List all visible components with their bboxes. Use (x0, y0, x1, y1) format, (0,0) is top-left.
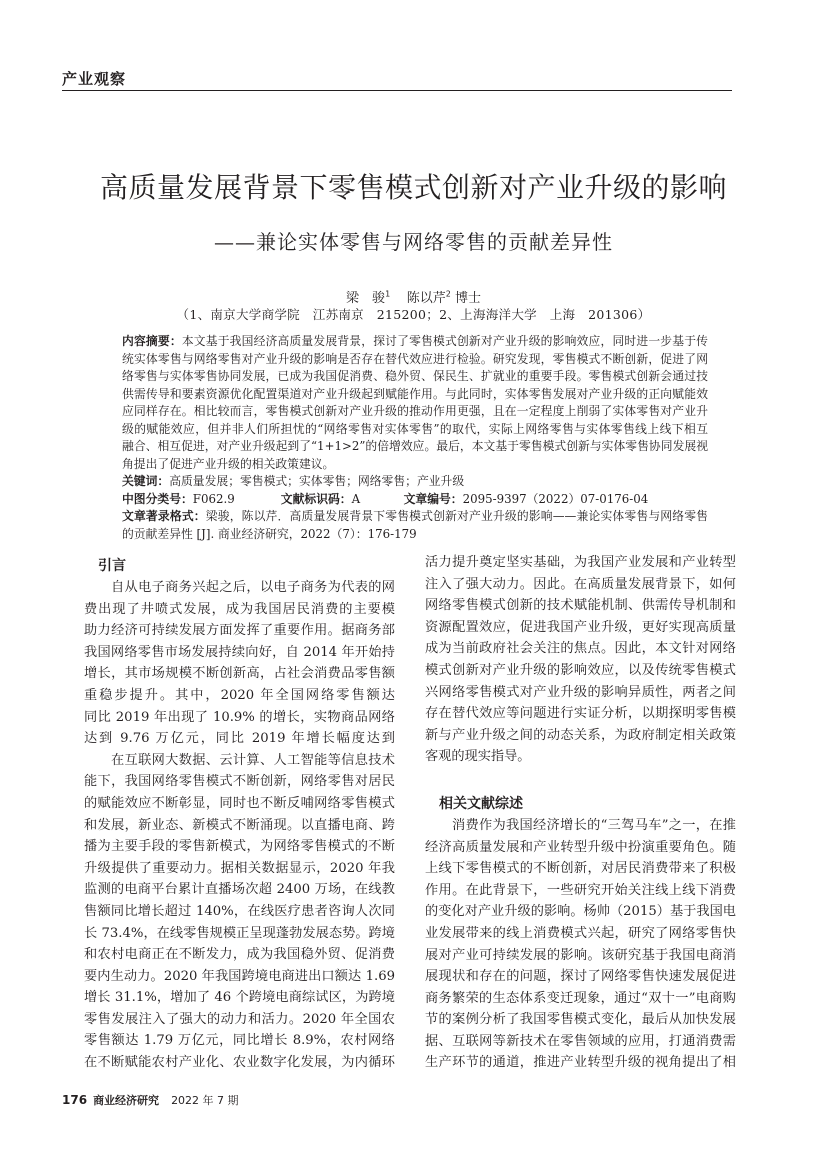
text-line: 上线下零售模式的不断创新，对居民消费带来了积极 (425, 861, 736, 877)
keywords-label: 关键词： (122, 474, 170, 488)
author-degree: 博士 (454, 291, 481, 306)
abstract-line: 统实体零售与网络零售对产业升级的影响是否存在替代效应进行检验。研究发现，零售模式不断创新，促进了网 (122, 351, 708, 366)
paragraph (84, 577, 395, 750)
abstract-line: 融合、相互促进，对产业升级起到了“1+1>2”的倍增效应。最后，本文基于零售模式创新与实体零售协同发展视 (122, 439, 708, 453)
doc-code-label: 文献标识码： (280, 491, 352, 506)
clc-label: 中图分类号： (122, 491, 193, 506)
text-line: 展对产业可持续发展的影响。该研究基于我国电商消 (425, 947, 736, 963)
text-line: 和发展，新业态、新模式不断涌现。以直播电商、跨 (84, 817, 395, 833)
text-line: 和农村电商正在不断发力，成为我国稳外贸、促消费 (84, 947, 395, 963)
left-column (84, 555, 395, 1074)
section-tag: 产业观察 (62, 70, 127, 88)
text-line: 商务繁荣的生态体系变迁现象，通过“双十一”电商购 (425, 990, 736, 1006)
text-line: 兴网络零售模式对产业升级的影响异质性，两者之间 (425, 684, 736, 700)
abstract-line: 角提出了促进产业升级的相关政策建议。 (122, 456, 335, 471)
abstract-line: 供需传导和要素资源优化配置渠道对产业升级起到赋能作用。与此同时，实体零售发展对产业升级的正向赋能效 (122, 386, 708, 401)
text-line: 自从电子商务兴起之后，以电子商务为代表的网 (111, 580, 395, 595)
citation (122, 508, 708, 526)
text-line: 在互联网大数据、云计算、人工智能等信息技术 (111, 752, 395, 768)
keywords-value: 高质量发展；零售模式；实体零售；网络零售；产业升级 (169, 474, 465, 488)
affiliation: （1、南京大学商学院 江苏南京 215200；2、上海海洋大学 上海 201306） (176, 307, 651, 322)
text-line: 同比 2019 年出现了 10.9% 的增长，实物商品网络 (84, 709, 395, 725)
section-gap (425, 768, 736, 793)
text-line: 存在替代效应等问题进行实证分析，以期探明零售模 (425, 706, 736, 722)
doc-code-value: A (351, 491, 361, 506)
page-footer (62, 1092, 239, 1108)
citation-line: 的贡献差异性 [J]. 商业经济研究，2022（7）：176-179 (122, 526, 417, 541)
header-rule (62, 90, 732, 91)
section-heading-literature-review: 相关文献综述 (439, 795, 523, 812)
text-line: 达到 9.76 万亿元，同比 2019 年增长幅度达到 (84, 731, 395, 747)
text-line: 增长，其市场规模不断创新高，占社会消费品零售额 (84, 666, 395, 682)
text-line: 在不断赋能农村产业化、农业数字化发展，为内循环 (84, 1055, 395, 1071)
article-title: 高质量发展背景下零售模式创新对产业升级的影响 (99, 171, 727, 204)
citation-label: 文章著录格式： (122, 509, 206, 523)
keywords (122, 473, 708, 491)
paragraph (425, 552, 736, 768)
text-line: 播为主要手段的零售新模式，为网络零售模式的不断 (84, 839, 395, 855)
abstract-text: 本文基于我国经济高质量发展背景，探讨了零售模式创新对产业升级的影响效应，同时进一步基于传 (181, 334, 708, 348)
author-affil-mark: 1 (385, 289, 391, 299)
text-line: 重稳步提升。其中，2020 年全国网络零售额达 (84, 687, 395, 703)
classification (122, 491, 708, 509)
abstract-line: 络零售与实体零售协同发展，已成为我国促消费、稳外贸、保民生、扩就业的重要手段。零售模式创新会通过技 (122, 369, 708, 383)
journal-name: 商业经济研究 (93, 1094, 160, 1107)
article-subtitle: ——兼论实体零售与网络零售的贡献差异性 (214, 230, 613, 254)
section-heading-introduction: 引言 (98, 558, 126, 574)
paragraph (425, 815, 736, 1074)
text-line: 网络零售模式创新的技术赋能机制、供需传导机制和 (425, 598, 736, 614)
text-line: 节的案例分析了我国零售模式变化，最后从加快发展 (425, 1012, 736, 1028)
author-affil-mark: 2 (445, 289, 451, 299)
text-line: 零售发展注入了强大的动力和活力。2020 年全国农 (84, 1011, 395, 1027)
authors (0, 287, 827, 306)
abstract-line: 级的赋能效应，但并非人们所担忧的“网络零售对实体零售”的取代，实际上网络零售与实体零售线上线下相互 (122, 421, 708, 436)
text-line: 消费作为我国经济增长的“三驾马车”之一，在推 (452, 817, 736, 833)
text-line: 长 73.4%，在线零售规模正呈现蓬勃发展态势。跨境 (84, 925, 395, 941)
text-line: 成为当前政府社会关注的焦点。因此，本文针对网络 (425, 641, 736, 657)
text-line: 的赋能效应不断彰显，同时也不断反哺网络零售模式 (84, 795, 395, 811)
clc-value: F062.9 (192, 491, 235, 506)
abstract-line: 应同样存在。相比较而言，零售模式创新对产业升级的推动作用更强，且在一定程度上削弱了实体零售对产业升 (122, 404, 708, 418)
paragraph (84, 750, 395, 1074)
author-name: 陈以芹 (406, 291, 446, 306)
text-line: 经济高质量发展和产业转型升级中扮演重要角色。随 (425, 839, 736, 855)
article-number-label: 文章编号： (403, 491, 463, 506)
text-line: 新与产业升级之间的动态关系，为政府制定相关政策 (425, 727, 736, 743)
text-line: 客观的现实指导。 (425, 749, 531, 765)
text-line: 展现状和存在的问题，探讨了网络零售快速发展促进 (425, 969, 736, 985)
text-line: 业发展带来的线上消费模式兴起，研究了网络零售快 (425, 925, 736, 941)
text-line: 零售额达 1.79 万亿元，同比增长 8.9%，农村网络 (84, 1033, 395, 1049)
text-line: 注入了强大动力。因此。在高质量发展背景下，如何 (425, 576, 736, 592)
text-line: 升级提供了重要动力。据相关数据显示，2020 年我 (84, 860, 395, 876)
text-line: 要内生动力。2020 年我国跨境电商进出口额达 1.69 (84, 968, 395, 984)
text-line: 增长 31.1%，增加了 46 个跨境电商综试区，为跨境 (84, 990, 395, 1006)
text-line: 的变化对产业升级的影响。杨帅（2015）基于我国电 (425, 904, 736, 920)
text-line: 作用。在此背景下，一些研究开始关注线上线下消费 (425, 882, 736, 898)
abstract-line (122, 333, 708, 351)
right-column (425, 552, 736, 1074)
text-line: 助力经济可持续发展方面发挥了重要作用。据商务部 (84, 623, 395, 639)
text-line: 资源配置效应，促进我国产业升级，更好实现高质量 (425, 619, 736, 635)
page-number: 176 (62, 1093, 88, 1107)
issue: 2022 年 7 期 (171, 1094, 239, 1107)
text-line: 活力提升奠定坚实基础，为我国产业发展和产业转型 (425, 555, 736, 570)
text-line: 费出现了井喷式发展，成为我国居民消费的主要模 (84, 601, 395, 617)
article-number-value: 2095-9397（2022）07-0176-04 (462, 491, 649, 506)
text-line: 售额同比增长超过 140%，在线医疗患者咨询人次同 (84, 903, 395, 919)
citation-text: 梁骏，陈以芹．高质量发展背景下零售模式创新对产业升级的影响——兼论实体零售与网络零售 (205, 509, 708, 523)
abstract-label: 内容摘要： (122, 334, 182, 348)
text-line: 模式创新对产业升级的影响效应，以及传统零售模式 (425, 662, 736, 678)
author-name: 梁 骏 (346, 291, 386, 306)
text-line: 能下，我国网络零售模式不断创新，网络零售对居民 (84, 774, 395, 790)
text-line: 生产环节的通道，推进产业转型升级的视角提出了相 (425, 1055, 736, 1071)
text-line: 我国网络零售市场发展持续向好，自 2014 年开始持 (84, 644, 395, 660)
text-line: 监测的电商平台累计直播场次超 2400 万场，在线教 (84, 882, 395, 898)
text-line: 据、互联网等新技术在零售领域的应用，打通消费需 (425, 1033, 736, 1049)
